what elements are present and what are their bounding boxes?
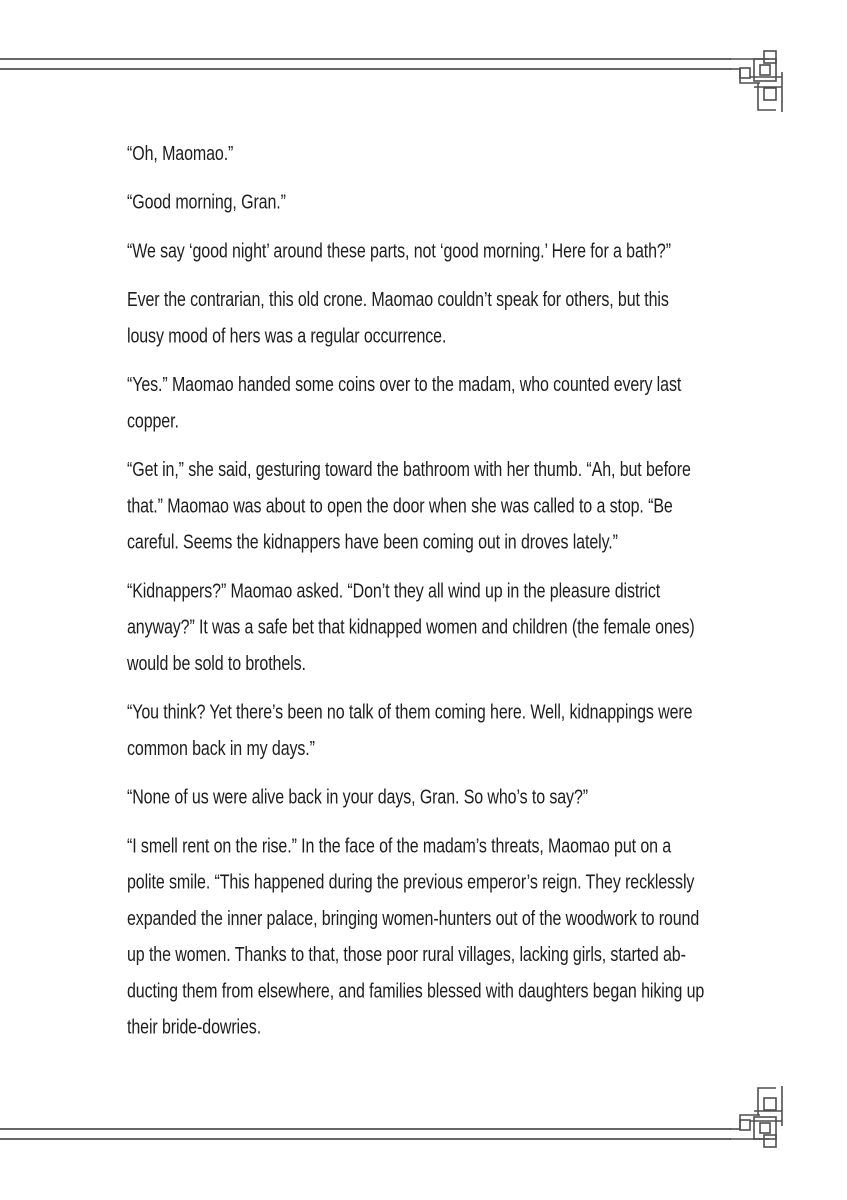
knot-ornament-top-icon xyxy=(730,46,790,116)
border-line-top-inner xyxy=(0,68,731,70)
border-line-bottom-inner xyxy=(0,1128,731,1130)
paragraph: “Good morning, Gran.” xyxy=(127,192,286,214)
paragraph: “Yes.” Maomao handed some coins over to the madam, who counted every last copper. xyxy=(127,374,682,433)
border-line-top-outer xyxy=(0,58,731,60)
paragraph: “None of us were alive back in your days, Gran. So who’s to say?” xyxy=(127,787,588,809)
border-line-bottom-outer xyxy=(0,1138,731,1140)
page-text xyxy=(127,136,772,1059)
paragraph: “Oh, Maomao.” xyxy=(127,143,234,165)
paragraph: “I smell rent on the rise.” In the face of the madam’s threats, Maomao put on a polite smile. “This happened during the previous emperor’s reign. They recklessly expanded the inner palace, bringing women-hunters out of the woodwork to round up the women. Thanks to that, those poor rural villages, lacking girls, started ab- ducting them from elsewhere, and families blessed with daughters began hiking up their bride-dowries. xyxy=(127,836,705,1039)
paragraph: “We say ‘good night’ around these parts, not ‘good morning.’ Here for a bath?” xyxy=(127,241,671,263)
paragraph: Ever the contrarian, this old crone. Maomao couldn’t speak for others, but this lousy mood of hers was a regular occurrence. xyxy=(127,289,669,348)
knot-ornament-bottom-icon xyxy=(730,1082,790,1152)
paragraph: “Kidnappers?” Maomao asked. “Don’t they all wind up in the pleasure district anyway?” It was a safe bet that kidnapped women and children (the female ones) would be sold to brothels. xyxy=(127,581,695,675)
paragraph: “You think? Yet there’s been no talk of them coming here. Well, kidnappings were common back in my days.” xyxy=(127,702,693,760)
paragraph: “Get in,” she said, gesturing toward the bathroom with her thumb. “Ah, but before that.” Maomao was about to open the door when she was called to a stop. “Be careful. Seems the kidnappers have been coming out in droves lately.” xyxy=(127,459,691,554)
